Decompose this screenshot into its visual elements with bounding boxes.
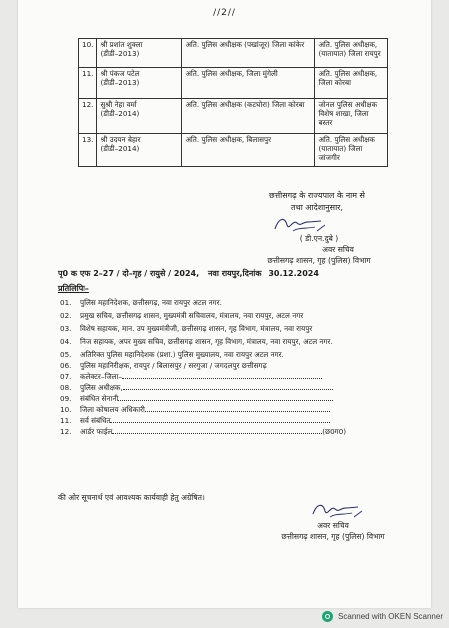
officer-batch: (डीडी–2013) bbox=[100, 49, 140, 58]
current-posting: अति. पुलिस अधीक्षक (कटघोरा) जिला कोरबा bbox=[182, 99, 315, 134]
new-posting: जोनल पुलिस अधीक्षक विशेष शाखा, जिला बस्तर bbox=[315, 99, 388, 134]
closing-text: की ओर सूचनार्थ एवं आवश्यक कार्यवाही हेतु अग्रेषित। bbox=[58, 493, 205, 502]
officer-batch: (डीडी–2014) bbox=[100, 144, 140, 153]
list-item: 04. निज सहायक, अपर मुख्य सचिव, छत्तीसगढ़ शासन, गृह विभाग, मंत्रालय, नवा रायपुर, अटल नगर. bbox=[60, 337, 333, 346]
list-item: 08. पुलिस अधीक्षक, bbox=[58, 383, 398, 392]
document-page bbox=[18, 0, 431, 608]
row-number: 13. bbox=[79, 134, 97, 167]
list-item: 01. पुलिस महानिदेशक, छत्तीसगढ़, नवा रायपुर अटल नगर. bbox=[60, 298, 222, 307]
officer-name-cell bbox=[97, 99, 182, 134]
list-item: 06. पुलिस महानिरीक्षक, रायपुर / बिलासपुर / सरगुजा / जगदलपुर छत्तीसगढ़ bbox=[60, 361, 267, 370]
officer-name: सुश्री नेहा वर्मा bbox=[100, 100, 137, 109]
current-posting: अति. पुलिस अधीक्षक (पखांजूर) जिला कांकेर bbox=[182, 39, 315, 68]
table-row bbox=[79, 39, 388, 68]
list-item: 09. संबंधित सेनानी bbox=[58, 394, 398, 403]
reference-date: 30.12.2024 bbox=[268, 269, 319, 278]
scanner-logo-icon bbox=[322, 611, 333, 622]
officer-name-cell bbox=[97, 39, 182, 68]
reference-line bbox=[58, 268, 319, 279]
transfer-table bbox=[78, 38, 388, 167]
table-row bbox=[79, 134, 388, 167]
row-number: 12. bbox=[79, 99, 97, 134]
officer-name: श्री प्रशांत शुक्ला bbox=[100, 40, 143, 49]
list-item: 03. विशेष सहायक, मान. उप मुख्यमंत्रीजी, छत्तीसगढ़ शासन, गृह विभाग, मंत्रालय, नवा रायपुर bbox=[60, 324, 313, 333]
signatory-block-2 bbox=[258, 520, 408, 542]
list-item: 02. प्रमुख सचिव, छत्तीसगढ़ शासन, मुख्यमंत्री सचिवालय, मंत्रालय, नवा रायपुर, अटल नगर bbox=[60, 311, 304, 320]
officer-batch: (डीडी–2013) bbox=[100, 78, 140, 87]
reference-number: पृ0 क एफ 2–27 / दो–गृह / रायुसे / 2024, bbox=[58, 269, 200, 278]
list-item: 07. कलेक्टर–जिला– bbox=[58, 372, 398, 381]
signatory2-designation: अवर सचिव bbox=[317, 521, 349, 530]
table-row bbox=[79, 99, 388, 134]
officer-name: श्री पंकज पटेल bbox=[100, 69, 140, 78]
new-posting: अति. पुलिस अधीक्षक, जिला कोरबा bbox=[315, 68, 388, 99]
new-posting: अति. पुलिस अधीक्षक, (यातायात) जिला रायपुर bbox=[315, 39, 388, 68]
new-posting: अति. पुलिस अधीक्षक (यातायात) जिला जांजगीर bbox=[315, 134, 388, 167]
row-number: 11. bbox=[79, 68, 97, 99]
order-authority bbox=[232, 190, 402, 214]
scanner-watermark bbox=[322, 611, 443, 622]
list-item: 12. आर्डर फाईल (छ0ग0) bbox=[60, 427, 347, 436]
signatory-designation: अवर सचिव bbox=[322, 245, 354, 254]
reference-place: नवा रायपुर,दिनांक bbox=[207, 269, 262, 278]
signatory2-department: छत्तीसगढ़ शासन, गृह (पुलिस) विभाग bbox=[281, 532, 385, 541]
signature-image bbox=[310, 500, 366, 522]
list-item: 11. सर्व संबंधित bbox=[58, 416, 398, 425]
row-number: 10. bbox=[79, 39, 97, 68]
page-number: //2// bbox=[213, 8, 236, 18]
signatory-block bbox=[234, 233, 404, 266]
table-row bbox=[79, 68, 388, 99]
officer-name-cell bbox=[97, 134, 182, 167]
list-item: 10. जिला कोषालय अधिकारी bbox=[58, 405, 398, 414]
officer-name: श्री उदयन बेहार bbox=[100, 135, 141, 144]
scanner-label: Scanned with OKEN Scanner bbox=[338, 612, 443, 621]
officer-name-cell bbox=[97, 68, 182, 99]
copies-heading: प्रतिलिपिः– bbox=[58, 284, 89, 293]
signatory-department: छत्तीसगढ़ शासन, गृह (पुलिस) विभाग bbox=[267, 256, 371, 265]
order-authority-line1: छत्तीसगढ़ के राज्यपाल के नाम से bbox=[269, 191, 365, 200]
list-item: 05. अतिरिक्त पुलिस महानिदेशक (प्रशा.) पुलिस मुख्यालय, नवा रायपुर अटल नगर. bbox=[60, 350, 284, 359]
current-posting: अति. पुलिस अधीक्षक, बिलासपुर bbox=[182, 134, 315, 167]
signatory-name: ( डी.एन.दुबे ) bbox=[299, 234, 339, 243]
officer-batch: (डीडी–2014) bbox=[100, 109, 140, 118]
current-posting: अति. पुलिस अधीक्षक, जिला मुंगेली bbox=[182, 68, 315, 99]
copies-list bbox=[58, 298, 398, 436]
order-authority-line2: तथा आदेशानुसार, bbox=[291, 203, 343, 212]
